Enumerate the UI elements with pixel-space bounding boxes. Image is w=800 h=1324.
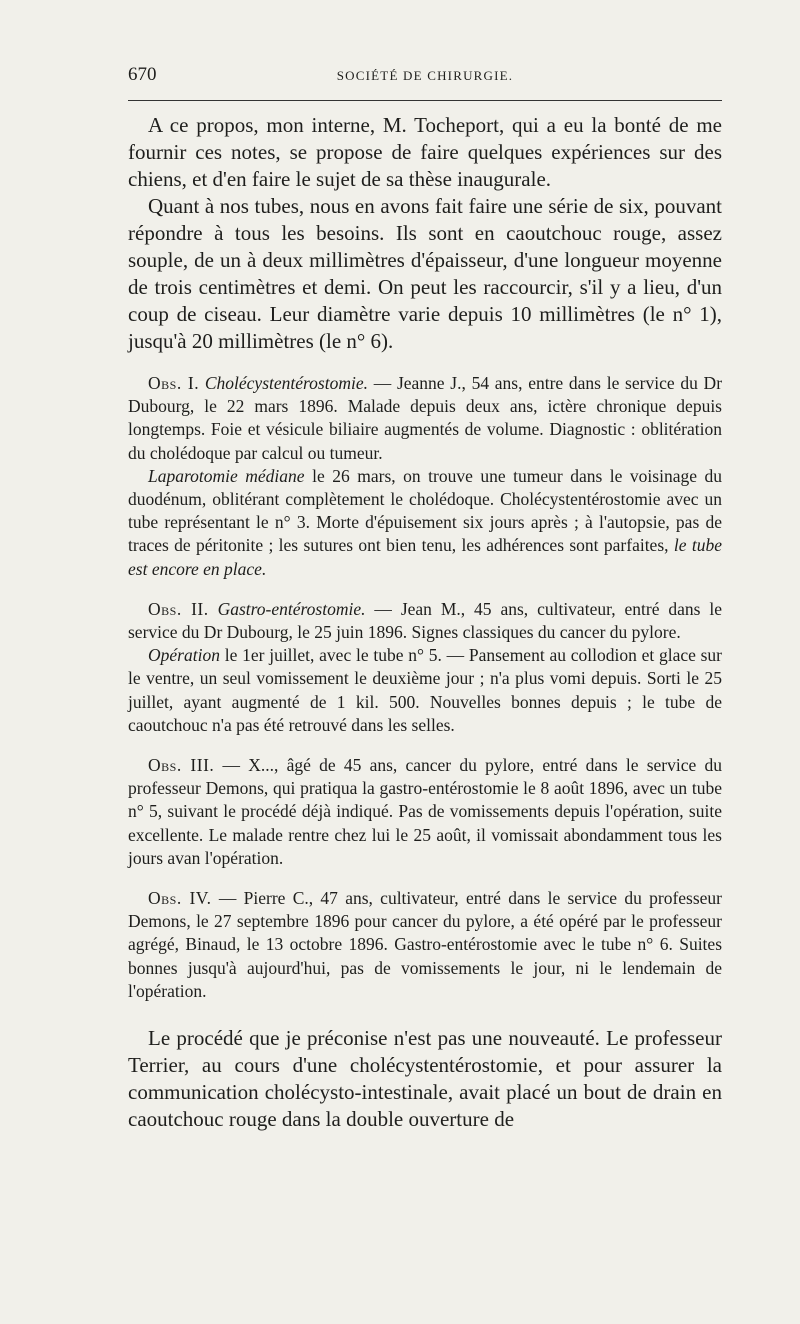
body-text bbox=[128, 112, 722, 1133]
operation-end: le tube est encore en place. bbox=[128, 535, 722, 579]
header-rule bbox=[128, 100, 722, 101]
obs-text: — Jeanne J., 54 ans, entre dans le service du Dr Dubourg, le 22 mars 1896. Malade depuis deux ans, ictère chronique depuis longtemps. Foie et vésicule biliaire augmentés de volume. Diagnostic : oblitération du cholédoque par calcul ou tumeur. bbox=[128, 373, 723, 463]
closing-paragraph: Le procédé que je préconise n'est pas une nouveauté. Le professeur Terrier, au cours d'une cholécystentérostomie, et pour assurer la communication cholécysto-intestinale, avait placé un bout de drain en caoutchouc rouge dans la double ouverture de bbox=[128, 1026, 722, 1132]
observation-1 bbox=[128, 372, 722, 465]
operation-text: le 26 mars, on trouve une tumeur dans le voisinage du duodénum, oblitérant complètement le cholédoque. Cholécystentérostomie avec un tube représentant le n° 3. Morte d'épuisement six jours après ; à l'autopsie, pas de traces de péritonite ; les sutures ont bien tenu, les adhérences sont parfaites, bbox=[128, 465, 723, 556]
intro-paragraph-1: A ce propos, mon interne, M. Tocheport, qui a eu la bonté de me fournir ces notes, se propose de faire quelques expériences sur des chiens, et d'en faire le sujet de sa thèse inaugurale. bbox=[128, 113, 722, 191]
obs-text: — Jean M., 45 ans, cultivateur, entré dans le service du Dr Dubourg, le 25 juin 1896. Signes classiques du cancer du pylore. bbox=[128, 598, 723, 643]
observation-4 bbox=[128, 887, 722, 1003]
obs-label: Obs. IV. bbox=[148, 888, 212, 909]
operation-text: le 1er juillet, avec le tube n° 5. — Pansement au collodion et glace sur le ventre, un seul vomissement le deuxième jour ; n'a plus vomi depuis. Sorti le 25 juillet, ayant augmenté de 1 kil. 500. Nouvelles bonnes depuis ; le tube de caoutchouc n'a pas été retrouvé dans les selles. bbox=[128, 645, 723, 735]
obs-text: — X..., âgé de 45 ans, cancer du pylore, entré dans le service du professeur Demons, qui pratiqua la gastro-entérostomie le 8 août 1896, avec un tube n° 5, suivant le procédé déjà indiqué. Pas de vomissements depuis l'opération, suite excellente. Le malade rentre chez lui le 25 août, il vomissait abondamment tous les jours avan l'opération. bbox=[128, 755, 723, 868]
obs-label: Obs. I. bbox=[148, 373, 200, 393]
observation-1-operation bbox=[128, 465, 722, 581]
obs-text: — Pierre C., 47 ans, cultivateur, entré dans le service du professeur Demons, le 27 septembre 1896 pour cancer du pylore, a été opéré par le professeur agrégé, Binaud, le 13 octobre 1896. Gastro-entérostomie avec le tube n° 6. Suites bonnes jusqu'à aujourd'hui, pas de vomissements le jour, ni le lendemain de l'opération. bbox=[128, 888, 722, 1001]
operation-title: Laparotomie médiane bbox=[148, 465, 305, 486]
page-header bbox=[128, 64, 722, 90]
obs-label: Obs. II. bbox=[148, 598, 209, 619]
obs-title: Gastro-entérostomie. bbox=[217, 598, 366, 619]
page-number: 670 bbox=[128, 64, 157, 85]
obs-title: Cholécystentérostomie. bbox=[204, 373, 368, 393]
observation-2 bbox=[128, 598, 722, 644]
running-head: SOCIÉTÉ DE CHIRURGIE. bbox=[336, 68, 514, 83]
intro-paragraph-2: Quant à nos tubes, nous en avons fait faire une série de six, pouvant répondre à tous les besoins. Ils sont en caoutchouc rouge, assez souple, de un à deux millimètres d'épaisseur, d'une longueur moyenne de trois centimètres et demi. On peut les raccourcir, s'il y a lieu, d'un coup de ciseau. Leur diamètre varie depuis 10 millimètres (le n° 1), jusqu'à 20 millimètres (le n° 6). bbox=[128, 194, 722, 353]
observation-2-operation bbox=[128, 644, 722, 737]
observation-3 bbox=[128, 754, 722, 870]
operation-title: Opération bbox=[148, 645, 220, 666]
obs-label: Obs. III. bbox=[148, 755, 215, 776]
